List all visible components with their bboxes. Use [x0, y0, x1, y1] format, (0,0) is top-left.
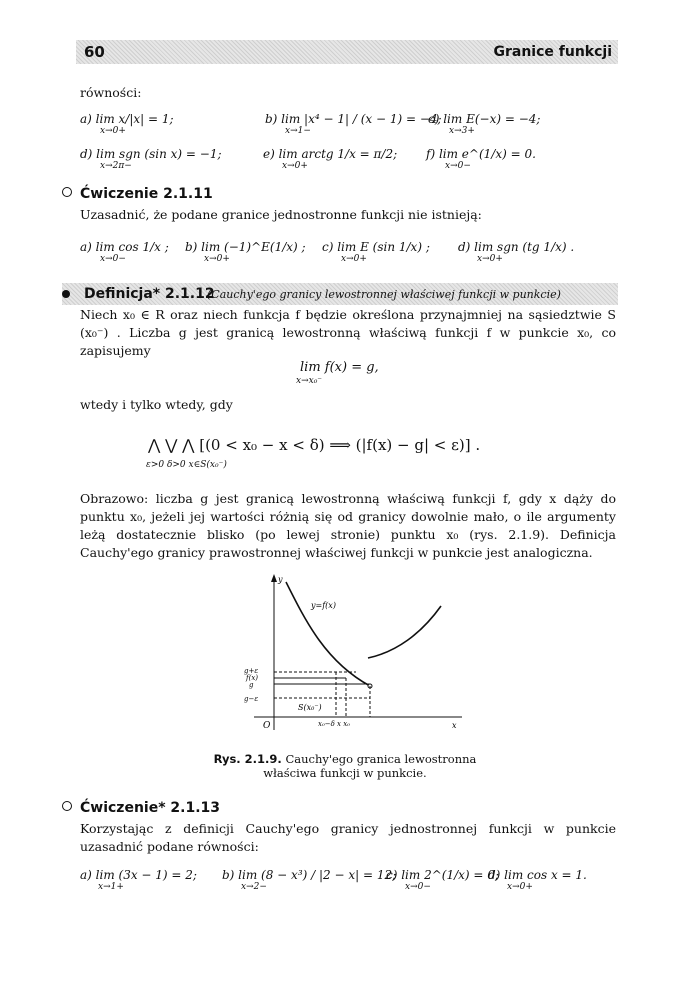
origin-label: O	[263, 721, 271, 731]
ex11-c: c) lim E (sin 1/x) ;	[322, 240, 430, 254]
exercise-title: Ćwiczenie* 2.1.13	[80, 800, 221, 816]
ex11-b: b) lim (−1)^E(1/x) ;	[185, 240, 306, 254]
eq-2e: e) lim arctg 1/x = π/2;	[263, 147, 398, 161]
ex13-a-sub: x→1+	[98, 882, 124, 892]
quantifier-formula: ⋀ ⋁ ⋀ [(0 < x₀ − x < δ) ⟹ (|f(x) − g| < ε)] .	[148, 436, 481, 454]
ex13-c: c) lim 2^(1/x) = 0;	[386, 868, 499, 882]
ex11-a-sub: x→0−	[100, 254, 126, 264]
eq-2f-sub: x→0−	[445, 161, 471, 171]
filled-bullet-icon	[62, 290, 70, 298]
eq-1c: c) lim E(−x) = −4;	[428, 112, 541, 126]
ex13-d: d) lim cos x = 1.	[488, 868, 587, 882]
chapter-title: Granice funkcji	[493, 44, 612, 60]
definition-subtitle: (Cauchy'ego granicy lewostronnej właściwej funkcji w punkcie)	[207, 288, 561, 301]
eq-2d-sub: x→2π−	[100, 161, 132, 171]
intro-word: równości:	[80, 85, 142, 100]
caption-label: Rys. 2.1.9.	[213, 752, 282, 766]
ex11-c-sub: x→0+	[341, 254, 367, 264]
page-number: 60	[84, 43, 105, 61]
figure-2-1-9	[236, 572, 466, 732]
exercise-2-1-11-text: Uzasadnić, że podane granice jednostronne funkcji nie istnieją:	[80, 207, 482, 222]
figure-caption	[200, 752, 490, 780]
eq-1a-sub: x→0+	[100, 126, 126, 136]
ex13-b-sub: x→2−	[241, 882, 267, 892]
hollow-bullet-icon	[62, 801, 72, 811]
iff-text: wtedy i tylko wtedy, gdy	[80, 397, 233, 412]
y-axis-label: y	[278, 575, 283, 584]
ex11-d: d) lim sgn (tg 1/x) .	[458, 240, 575, 254]
exercise-2-1-13-heading	[62, 800, 220, 816]
exercise-2-1-11-heading	[62, 186, 213, 202]
ex13-b: b) lim (8 − x³) / |2 − x| = 12;	[222, 868, 397, 882]
eq-1b-sub: x→1−	[285, 126, 311, 136]
eq-2f: f) lim e^(1/x) = 0.	[426, 147, 536, 161]
eq-1a: a) lim x/|x| = 1;	[80, 112, 174, 126]
ex13-a: a) lim (3x − 1) = 2;	[80, 868, 197, 882]
curve-right-branch	[368, 606, 441, 658]
x-ticks-label: x₀−δ x x₀	[318, 720, 350, 728]
definition-2-1-12-heading	[62, 283, 618, 305]
g-label: g	[249, 681, 254, 689]
limit-formula: lim f(x) = g,	[300, 360, 379, 375]
ex11-a: a) lim cos 1/x ;	[80, 240, 169, 254]
quantifier-formula-sub: ε>0 δ>0 x∈S(x₀⁻)	[146, 460, 227, 470]
ex13-d-sub: x→0+	[507, 882, 533, 892]
hollow-bullet-icon	[62, 187, 72, 197]
exercise-title: Ćwiczenie 2.1.11	[80, 186, 213, 202]
ex11-d-sub: x→0+	[477, 254, 503, 264]
caption-text: Cauchy'ego granica lewostronna właściwa funkcji w punkcie.	[263, 752, 477, 780]
g-minus-eps-label: g−ε	[244, 695, 259, 703]
ex13-c-sub: x→0−	[405, 882, 431, 892]
eq-1b: b) lim |x⁴ − 1| / (x − 1) = −4;	[265, 112, 442, 126]
definition-paragraph: Niech x₀ ∈ R oraz niech funkcja f będzie określona przynajmniej na sąsiedztwie S (x₀⁻) . Liczba g jest granicą lewostronną właściwą funkcji f w punkcie x₀, co zapisujemy	[80, 307, 616, 358]
definition-title: Definicja* 2.1.12	[84, 286, 215, 302]
curve-left-branch	[286, 582, 370, 686]
eq-2e-sub: x→0+	[282, 161, 308, 171]
page-header	[76, 40, 618, 64]
limit-formula-sub: x→x₀⁻	[296, 376, 323, 386]
eq-1c-sub: x→3+	[449, 126, 475, 136]
x-axis-label: x	[452, 721, 457, 730]
neighborhood-label: S(x₀⁻)	[298, 703, 322, 712]
eq-2d: d) lim sgn (sin x) = −1;	[80, 147, 222, 161]
fx-label: f(x)	[246, 674, 259, 682]
y-axis-arrow-icon	[271, 574, 277, 582]
g-plus-eps-label: g+ε	[244, 667, 259, 675]
ex11-b-sub: x→0+	[204, 254, 230, 264]
curve-label: y=f(x)	[311, 601, 336, 610]
explanation-paragraph: Obrazowo: liczba g jest granicą lewostronną właściwą funkcji f, gdy x dąży do punktu x₀, jeżeli jej wartości różnią się od granicy dowolnie mało, o ile argumenty leżą dostatecznie blisko (po lewej stronie) punktu x₀ (rys. 2.1.9). Definicja Cauchy'ego granicy prawostronnej właściwej funkcji w punkcie jest analogiczna.	[80, 491, 616, 560]
exercise-2-1-13-text: Korzystając z definicji Cauchy'ego granicy jednostronnej funkcji w punkcie uzasadnić podane równości:	[80, 821, 616, 854]
